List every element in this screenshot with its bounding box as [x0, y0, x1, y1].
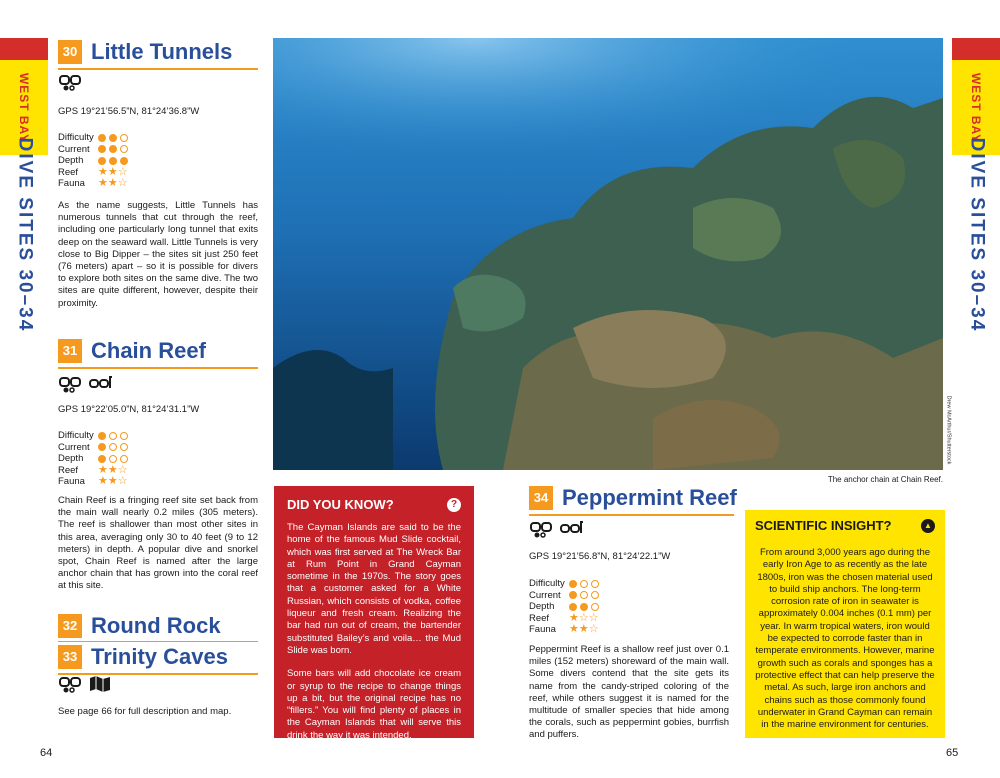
side-tab-red-bar-right	[952, 38, 1000, 60]
title-rule	[58, 68, 258, 70]
site-number-badge: 34	[529, 486, 553, 510]
box-title: DID YOU KNOW?	[287, 497, 394, 512]
gps-coordinates: GPS 19°21’56.8”N, 81°24’22.1”W	[529, 551, 671, 562]
see-page-note: See page 66 for full description and map.	[58, 706, 232, 717]
box-paragraph: The Cayman Islands are said to be the home of the famous Mud Slide cocktail, which was first served at The Wreck Bar at Rum Point in Grand Cayman sometime in the 1970s. The story goes that a customer asked for a White Russian, which consists of vodka, coffee liqueur and fresh cream. Realizing the bar had run out of cream, the bartender substituted Bailey’s and voila… the Mud Slide was born.	[287, 522, 461, 656]
map-icon	[88, 675, 112, 693]
rating-label-difficulty: Difficulty	[58, 132, 94, 144]
rating-label-current: Current	[529, 589, 561, 601]
rating-label-depth: Depth	[58, 453, 84, 465]
page-number-right: 65	[946, 747, 959, 759]
scientific-insight-box	[745, 510, 945, 738]
star-icon: ☆	[578, 611, 589, 624]
rating-label-reef: Reef	[529, 612, 550, 624]
rating-label-current: Current	[58, 441, 90, 453]
site-number-badge: 32	[58, 614, 82, 638]
star-icon: ☆	[117, 463, 128, 476]
site-heading-round-rock-trinity	[58, 612, 258, 675]
side-section-label-left: DIVE SITES 30–34	[14, 137, 35, 333]
site-title: Round Rock	[91, 612, 221, 638]
question-icon: ?	[447, 498, 461, 512]
title-rule	[58, 367, 258, 369]
rating-label-current: Current	[58, 143, 90, 155]
site-number-badge: 31	[58, 339, 82, 363]
box-paragraph: Some bars will add chocolate ice cream or syrup to the recipe to change things up a bit, but the original recipe has no “fillers.” You will find plenty of places in the Cayman Islands that will serve this drink the way it was intended.	[287, 668, 461, 741]
star-icon: ★	[569, 611, 579, 624]
snorkel-mask-icon	[88, 375, 114, 393]
site-heading-peppermint-reef	[529, 484, 737, 516]
box-paragraph: From around 3,000 years ago during the early Iron Age to as recently as the late 1800s, iron was the chosen material used to build ship anchors. The long-term corrosion rate of iron in seawater is approximately 0.004 inches (0.1 mm) per year. In warm tropical waters, iron would be expected to corrode faster than in temperate environments. However, marine growth such as corals and sponges has a protective effect that can help preserve the metal. As such, large iron anchors and chains such as those commonly found underwater in Grand Cayman can remain in the marine environment for centuries.	[755, 547, 935, 731]
star-icon: ★	[107, 165, 118, 178]
scuba-mask-icon	[58, 73, 84, 91]
star-icon: ★	[98, 177, 108, 190]
anchor-chain-photo	[273, 38, 943, 470]
site-title: Peppermint Reef	[562, 484, 737, 510]
snorkel-mask-icon	[559, 520, 585, 538]
side-tab-region-right: WEST BAY	[969, 72, 984, 143]
site-number-badge: 30	[58, 40, 82, 64]
site-number-badge: 33	[58, 645, 82, 669]
science-icon: ▲	[921, 519, 935, 533]
page-number-left: 64	[40, 747, 53, 759]
site-description-peppermint-reef: Peppermint Reef is a shallow reef just over 0.1 miles (152 meters) shoreward of the main wall. Some divers contend that the site gets its name from the candy-striped coloring of the reef, while others suggest it is named for the multitude of smaller species that hide among the corals, such as peppermint gobies, burrfish and puffers.	[529, 644, 729, 741]
ratings-chain-reef	[58, 430, 131, 488]
gps-coordinates: GPS 19°22’05.0”N, 81°24’31.1”W	[58, 404, 200, 415]
site-description-little-tunnels: As the name suggests, Little Tunnels has numerous tunnels that cut through the reef, including one particularly long tunnel that exits deep on the seaward wall. Little Tunnels is very close to Big Dipper – the sites sit just 250 feet (76 meters) apart – so it is possible for divers to explore both sites on the same dive. The two sites are quite different, however, despite their proximity.	[58, 200, 258, 309]
star-icon: ★	[98, 475, 108, 488]
rating-label-difficulty: Difficulty	[58, 430, 94, 442]
star-icon: ★	[107, 475, 118, 488]
rating-label-fauna: Fauna	[58, 476, 85, 488]
star-icon: ★	[98, 463, 108, 476]
title-rule	[529, 514, 734, 516]
rating-label-depth: Depth	[58, 155, 84, 167]
rating-label-difficulty: Difficulty	[529, 578, 565, 590]
site-title: Trinity Caves	[91, 643, 228, 669]
site-title: Chain Reef	[91, 337, 206, 363]
scuba-mask-icon	[58, 375, 84, 393]
star-icon: ☆	[588, 611, 599, 624]
side-section-label-right: DIVE SITES 30–34	[966, 137, 987, 333]
site-heading-chain-reef	[58, 337, 258, 369]
side-tab-region-left: WEST BAY	[17, 72, 32, 143]
scuba-mask-icon	[529, 520, 555, 538]
rating-label-reef: Reef	[58, 166, 79, 178]
photo-caption: The anchor chain at Chain Reef.	[827, 475, 943, 484]
ratings-peppermint-reef	[529, 578, 602, 636]
title-rule	[58, 641, 258, 642]
star-icon: ★	[107, 463, 118, 476]
gps-coordinates: GPS 19°21’56.5”N, 81°24’36.8”W	[58, 106, 200, 117]
rating-label-fauna: Fauna	[529, 624, 556, 636]
site-title: Little Tunnels	[91, 38, 233, 64]
rating-label-depth: Depth	[529, 601, 555, 613]
site-heading-little-tunnels	[58, 38, 258, 70]
star-icon: ☆	[117, 177, 128, 190]
box-title: SCIENTIFIC INSIGHT?	[755, 518, 892, 533]
star-icon: ☆	[117, 165, 128, 178]
rating-label-fauna: Fauna	[58, 178, 85, 190]
star-icon: ★	[98, 165, 108, 178]
site-description-chain-reef: Chain Reef is a fringing reef site set back from the main wall nearly 0.2 miles (305 meters). The reef is shallower than most other sites in this area, averaging only 30 to 40 feet (9 to 12 meters) in depth. A popular dive and snorkel spot, Chain Reef is named after the large anchor chain that has grown into the coral reef at this site.	[58, 495, 258, 592]
star-icon: ☆	[588, 623, 599, 636]
star-icon: ★	[578, 623, 589, 636]
star-icon: ★	[107, 177, 118, 190]
star-icon: ★	[569, 623, 579, 636]
scuba-mask-icon	[58, 675, 84, 693]
star-icon: ☆	[117, 475, 128, 488]
photo-credit: Drew McArthur/Shutterstock	[945, 395, 951, 465]
side-tab-red-bar-left	[0, 38, 48, 60]
ratings-little-tunnels	[58, 132, 131, 190]
rating-label-reef: Reef	[58, 464, 79, 476]
did-you-know-box	[274, 486, 474, 741]
